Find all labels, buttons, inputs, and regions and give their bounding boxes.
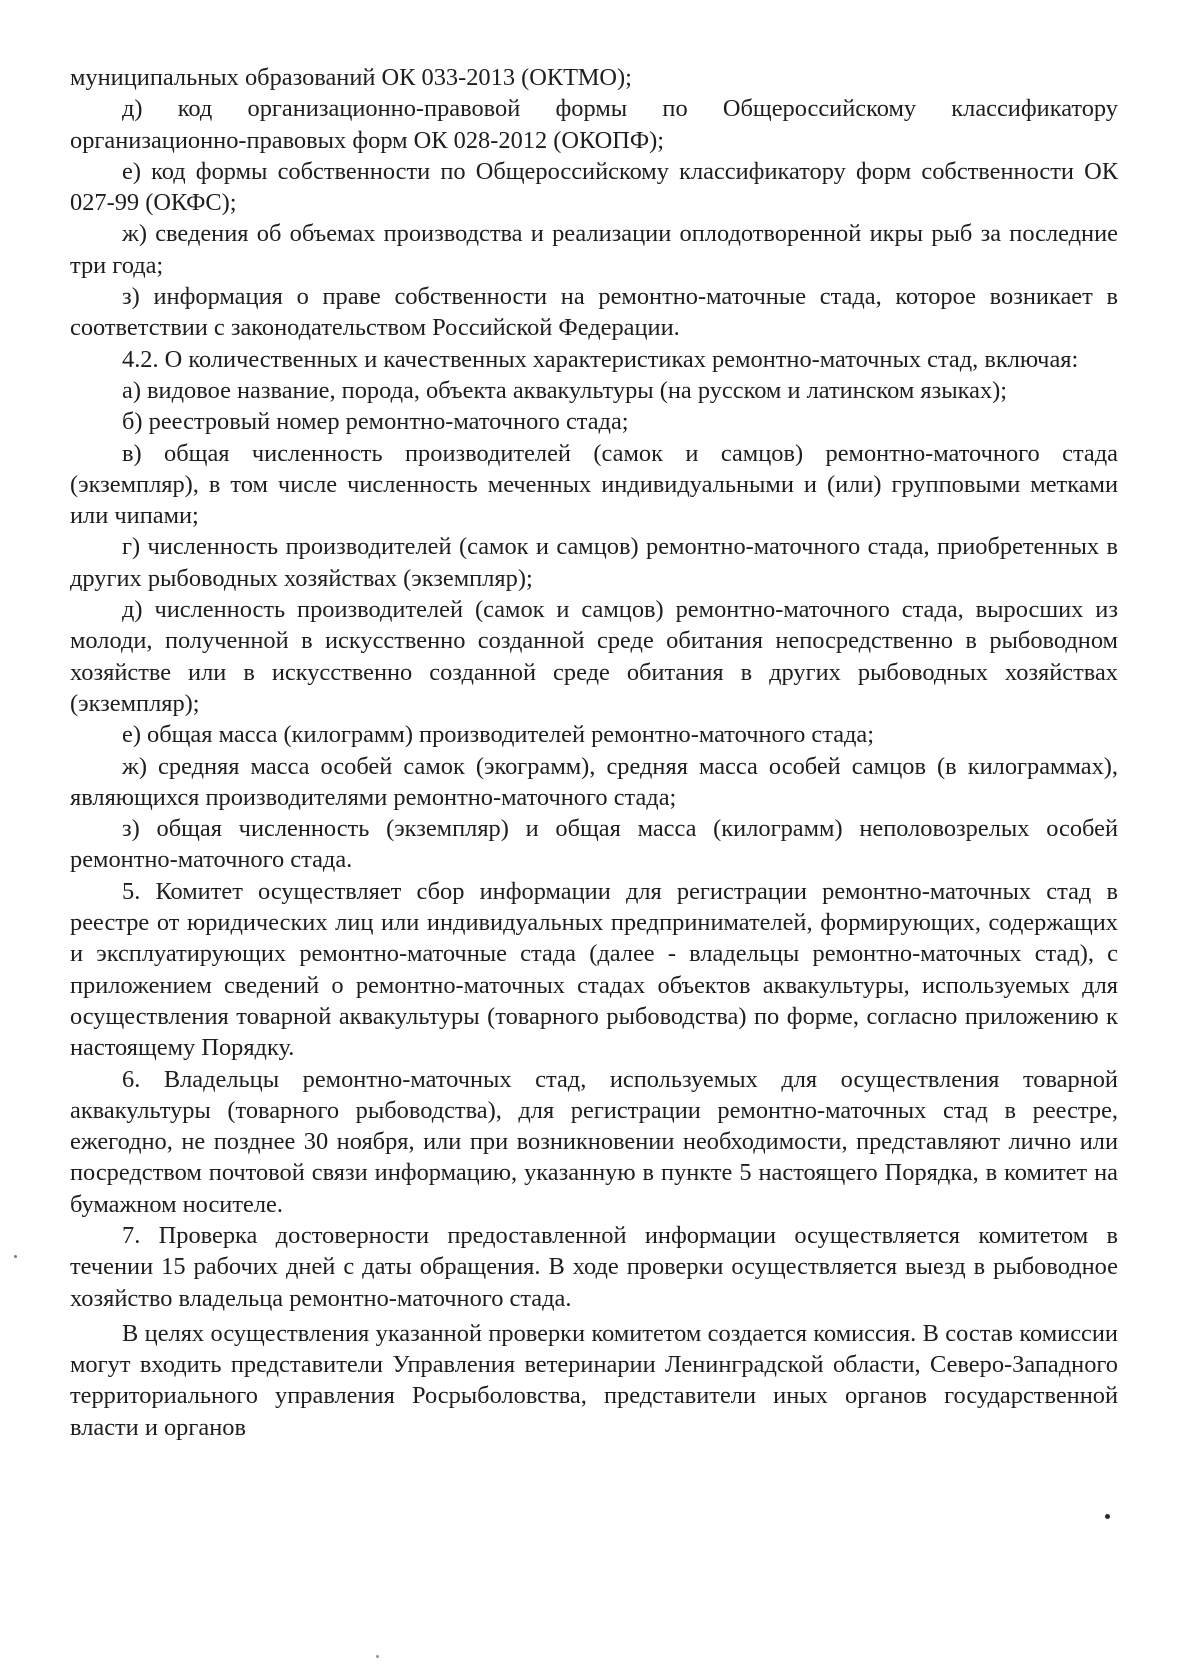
paragraph-okopf: д) код организационно-правовой формы по Общероссийскому классификатору организационно-правовых форм ОК 028-2012 (ОКОПФ); [70,95,1118,154]
paragraph-species-name: а) видовое название, порода, объекта аквакультуры (на русском и латинском языках); [122,376,1008,404]
paragraph-average-mass: ж) средняя масса особей самок (экограмм), средняя масса особей самцов (в килограммах), являющихся производителями ремонтно-маточного стада; [70,752,1118,811]
scan-speck [376,1655,379,1658]
paragraph-section-5: 5. Комитет осуществляет сбор информации для регистрации ремонтно-маточных стад в реестре от юридических лиц или индивидуальных предпринимателей, формирующих, содержащих и эксплуатирующих ремонтно-маточные стада (далее - владельцы ремонтно-маточных стад), с приложением сведений о ремонтно-маточных стадах объектов аквакультуры, используемых для осуществления товарной аквакультуры (товарного рыбоводства) по форме, согласно приложению к настоящему Порядку. [70,877,1118,1062]
paragraph-immature: з) общая численность (экземпляр) и общая масса (килограмм) неполовозрелых особей ремонтно-маточного стада. [70,815,1118,874]
paragraph-total-mass: е) общая масса (килограмм) производителей ремонтно-маточного стада; [122,721,875,749]
paragraph-ownership: з) информация о праве собственности на ремонтно-маточные стада, которое возникает в соответствии с законодательством Российской Федерации. [70,283,1118,342]
document-page [70,62,1118,1443]
paragraph-okfs: е) код формы собственности по Общероссийскому классификатору форм собственности ОК 027-99 (ОКФС); [70,157,1118,217]
paragraph-4-2: 4.2. О количественных и качественных характеристиках ремонтно-маточных стад, включая: [122,345,1079,373]
scan-speck [14,1255,17,1258]
paragraph-commission: В целях осуществления указанной проверки комитетом создается комиссия. В состав комиссии могут входить представители Управления ветеринарии Ленинградской области, Северо-Западного территориального управления Росрыболовства, представители иных органов государственной власти и органов [70,1319,1118,1441]
paragraph-acquired-count: г) численность производителей (самок и самцов) ремонтно-маточного стада, приобретенных в других рыбоводных хозяйствах (экземпляр); [70,533,1118,592]
paragraph-total-count: в) общая численность производителей (самок и самцов) ремонтно-маточного стада (экземпляр), в том числе численность меченных индивидуальными и (или) групповыми метками или чипами; [70,439,1118,530]
paragraph-section-6: 6. Владельцы ремонтно-маточных стад, используемых для осуществления товарной аквакультуры (товарного рыбоводства), для регистрации ремонтно-маточных стад в реестре, ежегодно, не позднее 30 ноября, или при возникновении необходимости, представляют лично или посредством почтовой связи информацию, указанную в пункте 5 настоящего Порядка, в комитет на бумажном носителе. [70,1065,1118,1218]
paragraph-grown-count: д) численность производителей (самок и самцов) ремонтно-маточного стада, выросших из молоди, полученной в искусственно созданной среде обитания непосредственно в рыбоводном хозяйстве или в искусственно созданной среде обитания в других рыбоводных хозяйствах (экземпляр); [70,596,1118,717]
paragraph-section-7: 7. Проверка достоверности предоставленной информации осуществляется комитетом в течении 15 рабочих дней с даты обращения. В ходе проверки осуществляется выезд в рыбоводное хозяйство владельца ремонтно-маточного стада. [70,1221,1118,1312]
scan-speck [1105,1514,1110,1519]
paragraph-production-volumes: ж) сведения об объемах производства и реализации оплодотворенной икры рыб за последние три года; [70,220,1118,279]
paragraph-registry-number: б) реестровый номер ремонтно-маточного стада; [122,408,629,436]
paragraph-oktmo: муниципальных образований ОК 033-2013 (ОКТМО); [70,64,632,91]
